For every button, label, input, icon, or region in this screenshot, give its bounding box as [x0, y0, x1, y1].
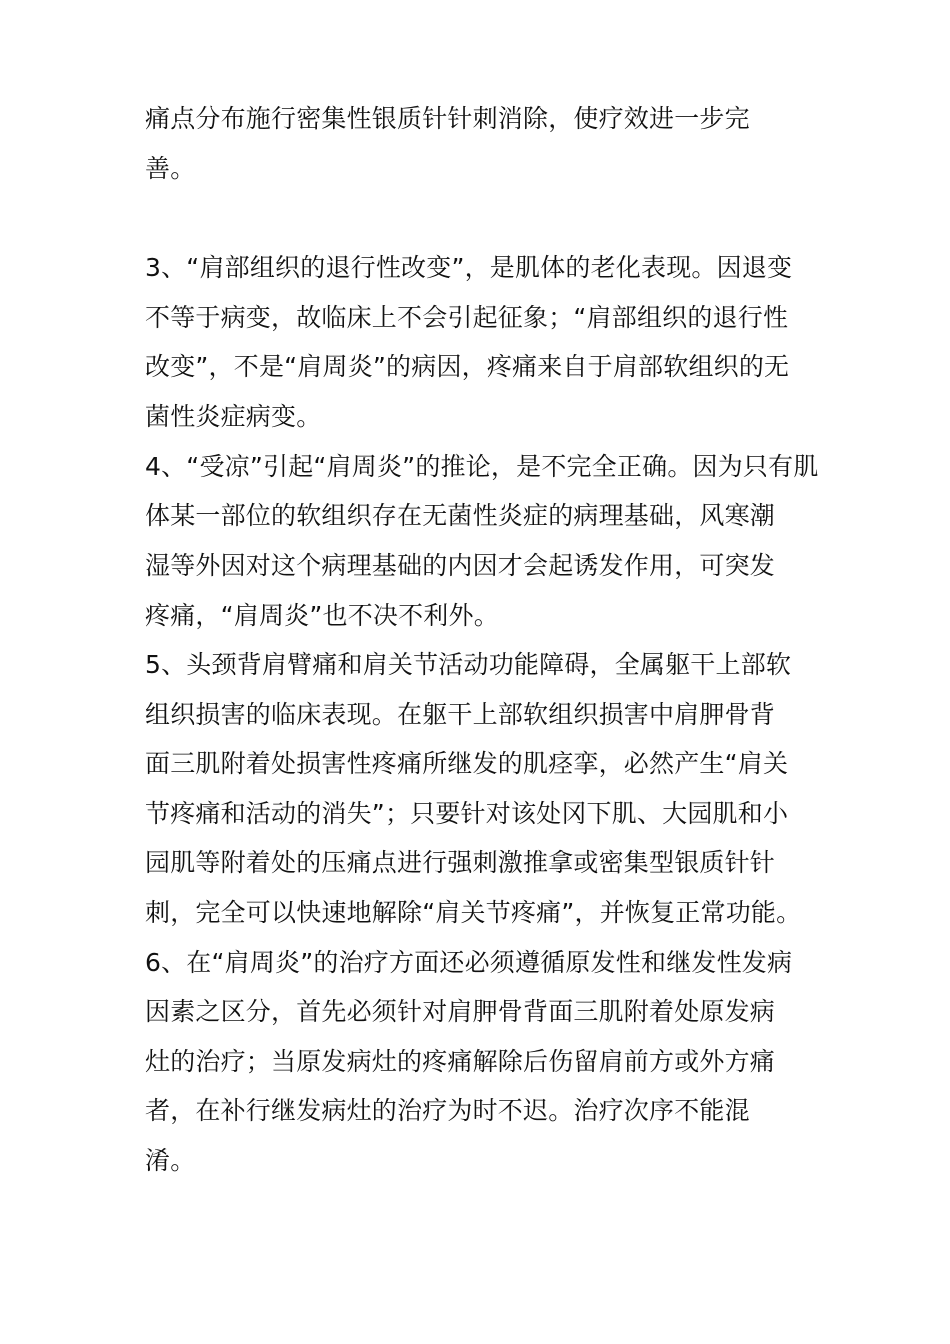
text-line: 园肌等附着处的压痛点进行强刺激推拿或密集型银质针针 [145, 848, 776, 877]
text-line: 痛点分布施行密集性银质针针刺消除，使疗效进一步完 [145, 104, 750, 133]
text-line: 体某一部位的软组织存在无菌性炎症的病理基础，风寒潮 [145, 501, 776, 530]
text-line: 节疼痛和活动的消失”；只要针对该处冈下肌、大园肌和小 [145, 799, 789, 828]
text-line: 不等于病变，故临床上不会引起征象；“肩部组织的退行性 [145, 303, 789, 332]
text-line: 者，在补行继发病灶的治疗为时不迟。治疗次序不能混 [145, 1096, 750, 1125]
text-line: 菌性炎症病变。 [145, 402, 322, 431]
text-line: 刺，完全可以快速地解除“肩关节疼痛”，并恢复正常功能。 [145, 898, 802, 927]
text-line: 疼痛，“肩周炎”也不决不利外。 [145, 601, 499, 630]
text-line: 湿等外因对这个病理基础的内因才会起诱发作用，可突发 [145, 551, 776, 580]
text-line: 灶的治疗；当原发病灶的疼痛解除后伤留肩前方或外方痛 [145, 1047, 776, 1076]
text-line: 因素之区分，首先必须针对肩胛骨背面三肌附着处原发病 [145, 997, 776, 1026]
text-line: 4、“受凉”引起“肩周炎”的推论，是不完全正确。因为只有肌 [145, 452, 819, 481]
text-line: 善。 [145, 154, 196, 183]
text-line: 6、在“肩周炎”的治疗方面还必须遵循原发性和继发性发病 [145, 948, 793, 977]
text-line: 5、头颈背肩臂痛和肩关节活动功能障碍，全属躯干上部软 [145, 650, 792, 679]
text-line: 面三肌附着处损害性疼痛所继发的肌痉挛，必然产生“肩关 [145, 749, 789, 778]
text-line: 组织损害的临床表现。在躯干上部软组织损害中肩胛骨背 [145, 700, 776, 729]
text-line: 改变”，不是“肩周炎”的病因，疼痛来自于肩部软组织的无 [145, 352, 790, 381]
text-line: 淆。 [145, 1146, 196, 1175]
text-line: 3、“肩部组织的退行性改变”，是肌体的老化表现。因退变 [145, 253, 793, 282]
